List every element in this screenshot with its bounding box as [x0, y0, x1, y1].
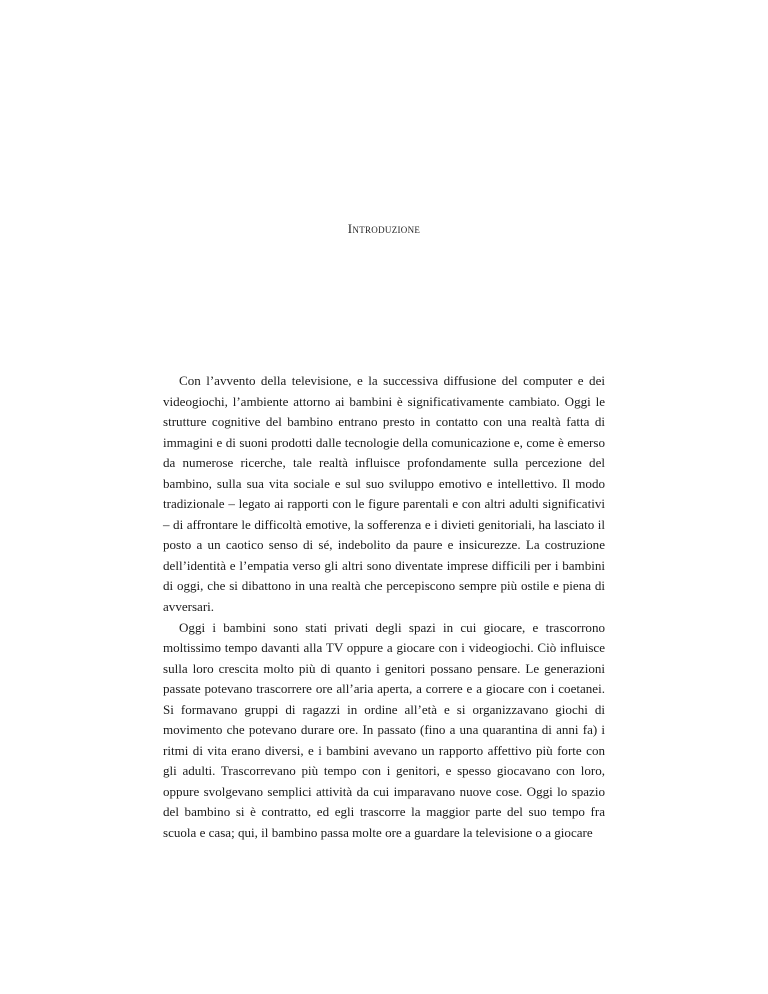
paragraph: Oggi i bambini sono stati privati degli spazi in cui giocare, e trascorrono moltissimo tempo davanti alla TV oppure a giocare con i videogiochi. Ciò influisce sulla loro crescita molto più di quanto i genitori possano pensare. Le generazioni passate potevano trascorrere ore all’aria aperta, a correre e a giocare con i coetanei. Si formavano gruppi di ragazzi in ordine all’età e si organizzavano giochi di movimento che potevano durare ore. In passato (fino a una quarantina di anni fa) i ritmi di vita erano diversi, e i bambini avevano un rapporto affettivo più forte con gli adulti. Trascorrevano più tempo con i genitori, e spesso giocavano con loro, oppure svolgevano semplici attività da cui imparavano nuove cose. Oggi lo spazio del bambino si è contratto, ed egli trascorre la maggior parte del suo tempo fra scuola e casa; qui, il bambino passa molte ore a guardare la televisione o a giocare: [163, 619, 605, 841]
chapter-title: Introduzione: [347, 221, 421, 236]
paragraph: Con l’avvento della televisione, e la successiva diffusione del computer e dei videogiochi, l’ambiente attorno ai bambini è significativamente cambiato. Oggi le strutture cognitive del bambino entrano presto in contatto con una realtà fatta di immagini e di suoni prodotti dalle tecnologie della comunicazione e, come è emerso da numerose ricerche, tale realtà influisce profondamente sulla percezione del bambino, sulla sua vita sociale e sul suo sviluppo emotivo e intellettivo. Il modo tradizionale – legato ai rapporti con le figure parentali e con altri adulti significativi – di affrontare le difficoltà emotive, la sofferenza e i divieti genitoriali, ha lasciato il posto a un caotico senso di sé, indebolito da paure e insicurezze. La costruzione dell’identità e l’empatia verso gli altri sono diventate imprese difficili per i bambini di oggi, che si dibattono in una realtà che percepiscono sempre più ostile e piena di avversari.: [163, 373, 605, 615]
body-text: [163, 371, 605, 844]
